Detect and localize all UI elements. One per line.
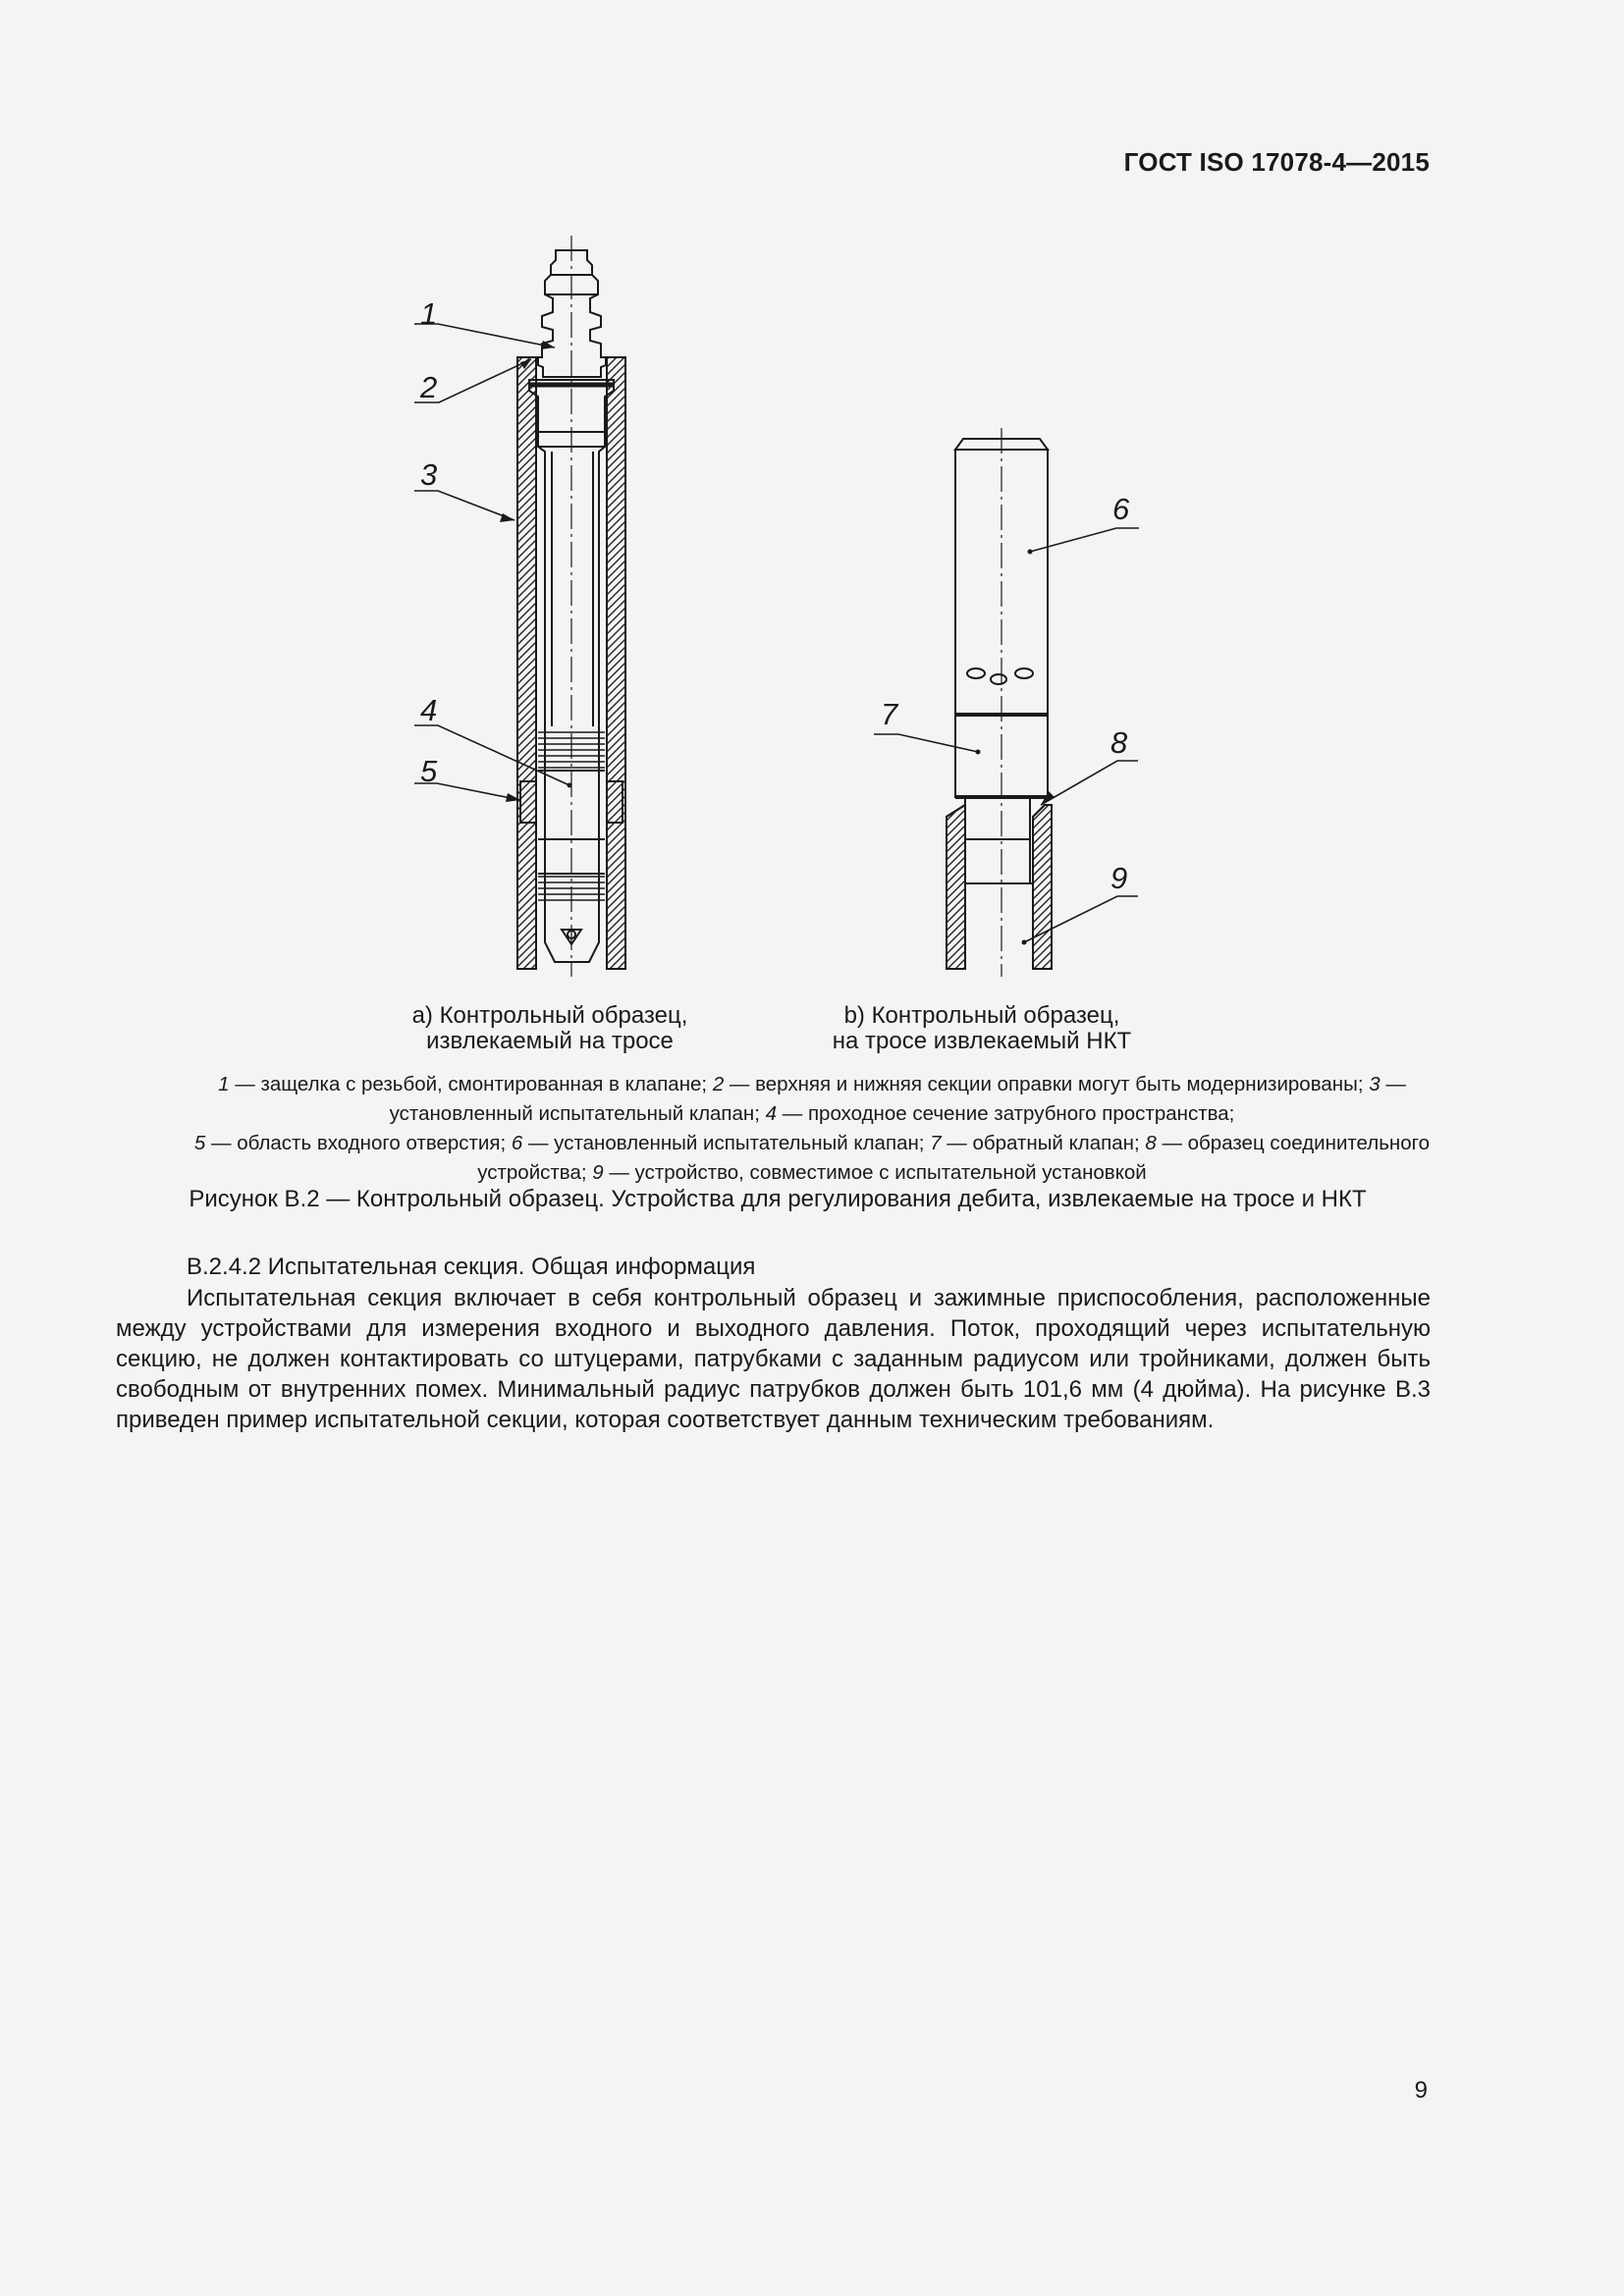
callout-5: 5 [420, 754, 438, 788]
callout-4: 4 [420, 693, 438, 727]
legend-text: — верхняя и нижняя секции оправки могут быть модернизированы; [724, 1073, 1370, 1095]
callout-3: 3 [420, 457, 438, 492]
legend-num: 4 [765, 1102, 778, 1125]
figure-legend [147, 1070, 1477, 1188]
section-paragraph: Испытательная секция включает в себя контрольный образец и зажимные приспособления, расположенные между устройствами для измерения входного и выходного давления. Поток, проходящий через испытательную секцию, не должен контактировать со штуцерами, патрубками с заданным радиусом или тройниками, должен быть свободным от внутренних помех. Минимальный радиус патрубков должен быть 101,6 мм (4 дюйма). На рисунке В.3 приведен пример испытательной секции, которая соответствует данным техническим требованиям. [116, 1285, 1431, 1433]
legend-num: 9 [592, 1161, 604, 1184]
legend-num: 6 [511, 1132, 523, 1154]
legend-text: — образец соединительного устройства; [477, 1132, 1431, 1184]
legend-num: 1 [218, 1073, 230, 1095]
callout-2: 2 [420, 370, 438, 404]
legend-text: — установленный испытательный клапан; [522, 1132, 931, 1154]
legend-num: 8 [1145, 1132, 1157, 1154]
drawing-b [947, 428, 1052, 977]
caption-a [391, 1003, 709, 1054]
caption-b-line2: на тросе извлекаемый НКТ [832, 1028, 1132, 1054]
document-header: ГОСТ ISO 17078-4—2015 [1123, 147, 1430, 177]
drawing-a [517, 236, 625, 977]
caption-a-line1: а) Контрольный образец, [411, 1002, 688, 1029]
legend-text: — область входного отверстия; [205, 1132, 512, 1154]
section-title: В.2.4.2 Испытательная секция. Общая информация [187, 1254, 756, 1280]
legend-text: — установленный испытательный клапан; [389, 1073, 1406, 1125]
callout-6: 6 [1112, 492, 1130, 526]
callout-8: 8 [1110, 725, 1128, 760]
legend-num: 3 [1369, 1073, 1380, 1095]
caption-b-line1: b) Контрольный образец, [843, 1002, 1120, 1029]
legend-num: 7 [930, 1132, 942, 1154]
legend-text: — устройство, совместимое с испытательной установкой [603, 1161, 1147, 1184]
page-number: 9 [1414, 2077, 1428, 2104]
callout-7: 7 [881, 697, 898, 731]
legend-num: 2 [712, 1073, 725, 1095]
caption-b [809, 1003, 1155, 1054]
caption-a-line2: извлекаемый на тросе [426, 1028, 674, 1054]
legend-text: — проходное сечение затрубного пространства; [777, 1102, 1235, 1125]
legend-text: — защелка с резьбой, смонтированная в клапане; [229, 1073, 713, 1095]
legend-num: 5 [193, 1132, 206, 1154]
figure-title: Рисунок В.2 — Контрольный образец. Устройства для регулирования дебита, извлекаемые на тросе и НКТ [189, 1186, 1367, 1212]
legend-text: — обратный клапан; [941, 1132, 1146, 1154]
callout-9: 9 [1110, 861, 1128, 895]
callout-1: 1 [420, 296, 438, 331]
technical-drawing [383, 226, 1198, 991]
